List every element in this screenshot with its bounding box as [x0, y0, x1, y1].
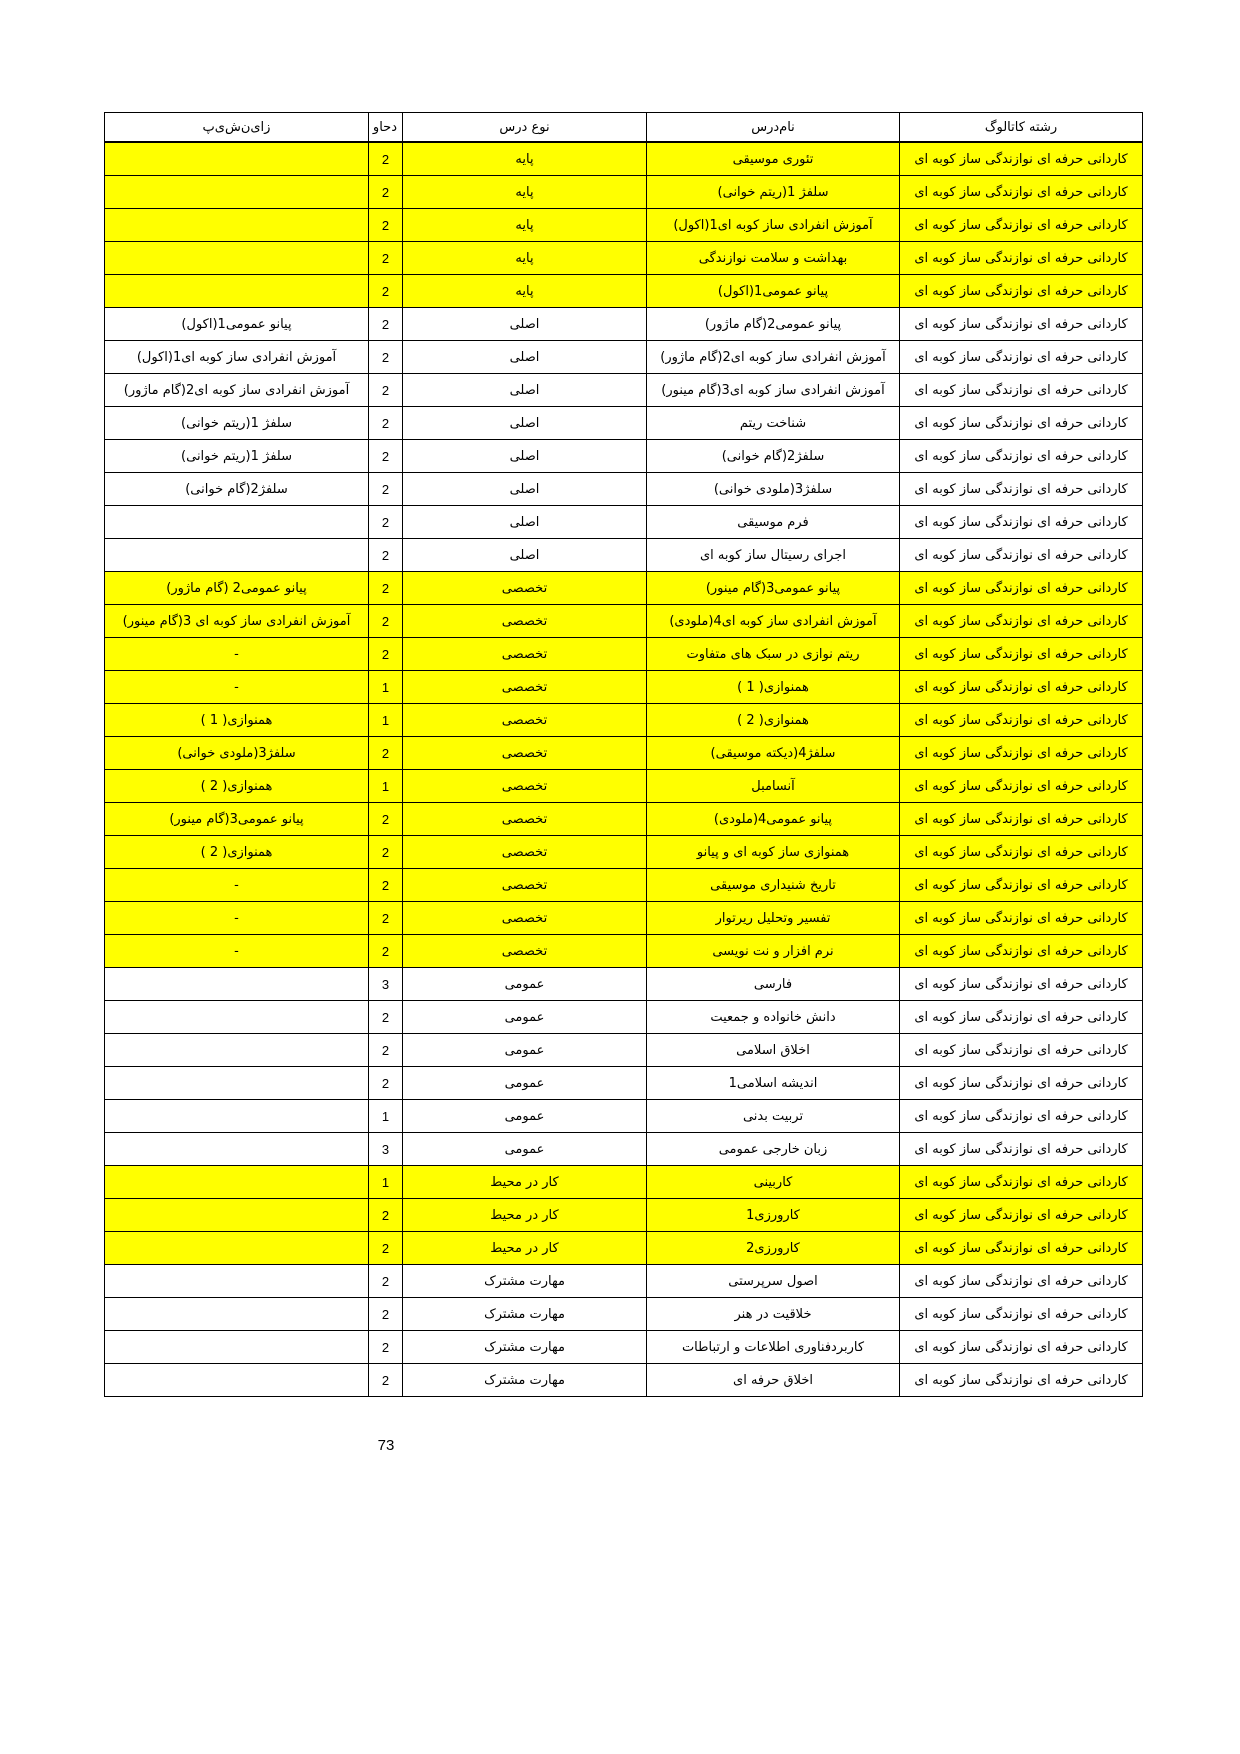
cell-major: کاردانی حرفه ای نوازندگی ساز کوبه ای	[900, 1298, 1143, 1331]
cell-prerequisite	[105, 275, 369, 308]
cell-units: 2	[369, 440, 403, 473]
cell-prerequisite: سلفژ 1(ریتم خوانی)	[105, 440, 369, 473]
cell-units: 2	[369, 176, 403, 209]
table-row	[105, 1265, 1143, 1298]
cell-course-type: تخصصی	[403, 836, 647, 869]
cell-course-type: تخصصی	[403, 935, 647, 968]
cell-prerequisite: -	[105, 869, 369, 902]
cell-course-type: اصلی	[403, 341, 647, 374]
cell-units: 2	[369, 737, 403, 770]
cell-major: کاردانی حرفه ای نوازندگی ساز کوبه ای	[900, 176, 1143, 209]
cell-course-name: همنوازی( 1 )	[647, 671, 900, 704]
cell-units: 2	[369, 935, 403, 968]
cell-course-name: دانش خانواده و جمعیت	[647, 1001, 900, 1034]
cell-prerequisite: پیانو عمومی1(اکول)	[105, 308, 369, 341]
cell-course-name: تفسیر وتحلیل ریرتوار	[647, 902, 900, 935]
cell-units: 2	[369, 1067, 403, 1100]
cell-units: 2	[369, 473, 403, 506]
cell-course-type: تخصصی	[403, 572, 647, 605]
table-body	[105, 142, 1143, 1397]
cell-units: 2	[369, 275, 403, 308]
cell-course-name: کاربینی	[647, 1166, 900, 1199]
cell-major: کاردانی حرفه ای نوازندگی ساز کوبه ای	[900, 770, 1143, 803]
table-row	[105, 341, 1143, 374]
cell-course-name: آموزش انفرادی ساز کوبه ای4(ملودی)	[647, 605, 900, 638]
table-row	[105, 968, 1143, 1001]
cell-course-type: اصلی	[403, 407, 647, 440]
cell-prerequisite: -	[105, 638, 369, 671]
cell-major: کاردانی حرفه ای نوازندگی ساز کوبه ای	[900, 440, 1143, 473]
cell-course-name: سلفژ2(گام خوانی)	[647, 440, 900, 473]
cell-course-type: اصلی	[403, 308, 647, 341]
cell-course-type: مهارت مشترک	[403, 1298, 647, 1331]
cell-prerequisite	[105, 1133, 369, 1166]
cell-prerequisite: سلفژ 1(ریتم خوانی)	[105, 407, 369, 440]
cell-units: 2	[369, 836, 403, 869]
cell-course-type: تخصصی	[403, 704, 647, 737]
cell-units: 2	[369, 142, 403, 176]
cell-course-type: اصلی	[403, 374, 647, 407]
cell-course-name: تئوری موسیقی	[647, 142, 900, 176]
table-row	[105, 605, 1143, 638]
table-row	[105, 473, 1143, 506]
cell-course-name: اصول سرپرستی	[647, 1265, 900, 1298]
cell-major: کاردانی حرفه ای نوازندگی ساز کوبه ای	[900, 142, 1143, 176]
header-course-type: نوع درس	[403, 113, 647, 143]
cell-prerequisite	[105, 1034, 369, 1067]
cell-units: 1	[369, 1100, 403, 1133]
cell-course-name: تاریخ شنیداری موسیقی	[647, 869, 900, 902]
cell-prerequisite	[105, 176, 369, 209]
cell-course-name: آموزش انفرادی ساز کوبه ای3(گام مینور)	[647, 374, 900, 407]
table-row	[105, 638, 1143, 671]
cell-course-type: کار در محیط	[403, 1199, 647, 1232]
cell-major: کاردانی حرفه ای نوازندگی ساز کوبه ای	[900, 704, 1143, 737]
cell-course-type: تخصصی	[403, 671, 647, 704]
cell-course-name: سلفژ4(دیکته موسیقی)	[647, 737, 900, 770]
cell-course-type: تخصصی	[403, 605, 647, 638]
cell-units: 2	[369, 1364, 403, 1397]
cell-course-type: مهارت مشترک	[403, 1331, 647, 1364]
cell-course-type: پایه	[403, 209, 647, 242]
cell-major: کاردانی حرفه ای نوازندگی ساز کوبه ای	[900, 1199, 1143, 1232]
cell-prerequisite	[105, 968, 369, 1001]
cell-major: کاردانی حرفه ای نوازندگی ساز کوبه ای	[900, 638, 1143, 671]
cell-course-type: عمومی	[403, 1067, 647, 1100]
cell-prerequisite	[105, 506, 369, 539]
table-row	[105, 1199, 1143, 1232]
cell-prerequisite	[105, 142, 369, 176]
cell-prerequisite	[105, 1199, 369, 1232]
table-row	[105, 869, 1143, 902]
page-number: 73	[377, 1437, 395, 1454]
cell-course-name: کارورزی1	[647, 1199, 900, 1232]
cell-units: 2	[369, 1232, 403, 1265]
cell-course-type: اصلی	[403, 440, 647, 473]
cell-major: کاردانی حرفه ای نوازندگی ساز کوبه ای	[900, 374, 1143, 407]
cell-prerequisite: سلفژ3(ملودی خوانی)	[105, 737, 369, 770]
cell-prerequisite	[105, 209, 369, 242]
cell-course-name: پیانو عمومی1(اکول)	[647, 275, 900, 308]
cell-course-type: تخصصی	[403, 803, 647, 836]
cell-major: کاردانی حرفه ای نوازندگی ساز کوبه ای	[900, 473, 1143, 506]
cell-prerequisite: آموزش انفرادی ساز کوبه ای1(اکول)	[105, 341, 369, 374]
cell-prerequisite: همنوازی( 2 )	[105, 770, 369, 803]
table-row	[105, 275, 1143, 308]
cell-units: 2	[369, 1034, 403, 1067]
cell-prerequisite: -	[105, 671, 369, 704]
table-row	[105, 1331, 1143, 1364]
cell-prerequisite: آموزش انفرادی ساز کوبه ای2(گام ماژور)	[105, 374, 369, 407]
cell-prerequisite	[105, 1001, 369, 1034]
cell-units: 3	[369, 968, 403, 1001]
cell-prerequisite: همنوازی( 1 )	[105, 704, 369, 737]
cell-course-name: اخلاق حرفه ای	[647, 1364, 900, 1397]
table-row	[105, 704, 1143, 737]
table-row	[105, 671, 1143, 704]
cell-major: کاردانی حرفه ای نوازندگی ساز کوبه ای	[900, 539, 1143, 572]
cell-major: کاردانی حرفه ای نوازندگی ساز کوبه ای	[900, 341, 1143, 374]
cell-major: کاردانی حرفه ای نوازندگی ساز کوبه ای	[900, 209, 1143, 242]
cell-prerequisite: پیانو عمومی2 (گام ماژور)	[105, 572, 369, 605]
cell-course-name: کاربردفناوری اطلاعات و ارتباطات	[647, 1331, 900, 1364]
cell-course-name: همنوازی( 2 )	[647, 704, 900, 737]
cell-prerequisite: همنوازی( 2 )	[105, 836, 369, 869]
cell-units: 2	[369, 1001, 403, 1034]
cell-course-name: بهداشت و سلامت نوازندگی	[647, 242, 900, 275]
cell-prerequisite	[105, 1166, 369, 1199]
table-row	[105, 935, 1143, 968]
table-row	[105, 209, 1143, 242]
cell-course-type: تخصصی	[403, 770, 647, 803]
table-row	[105, 902, 1143, 935]
cell-course-type: عمومی	[403, 1133, 647, 1166]
cell-major: کاردانی حرفه ای نوازندگی ساز کوبه ای	[900, 1232, 1143, 1265]
cell-course-name: زبان خارجی عمومی	[647, 1133, 900, 1166]
table-row	[105, 1166, 1143, 1199]
cell-course-name: آموزش انفرادی ساز کوبه ای1(اکول)	[647, 209, 900, 242]
cell-units: 2	[369, 902, 403, 935]
table-row	[105, 1364, 1143, 1397]
table-row	[105, 1034, 1143, 1067]
cell-course-name: آموزش انفرادی ساز کوبه ای2(گام ماژور)	[647, 341, 900, 374]
cell-units: 2	[369, 506, 403, 539]
cell-major: کاردانی حرفه ای نوازندگی ساز کوبه ای	[900, 671, 1143, 704]
table-row	[105, 1067, 1143, 1100]
cell-course-type: اصلی	[403, 473, 647, 506]
cell-course-name: نرم افزار و نت نویسی	[647, 935, 900, 968]
cell-course-type: پایه	[403, 275, 647, 308]
table-row	[105, 308, 1143, 341]
cell-major: کاردانی حرفه ای نوازندگی ساز کوبه ای	[900, 1100, 1143, 1133]
table-row	[105, 1100, 1143, 1133]
cell-major: کاردانی حرفه ای نوازندگی ساز کوبه ای	[900, 968, 1143, 1001]
cell-major: کاردانی حرفه ای نوازندگی ساز کوبه ای	[900, 1133, 1143, 1166]
cell-course-type: اصلی	[403, 539, 647, 572]
cell-prerequisite	[105, 1265, 369, 1298]
cell-major: کاردانی حرفه ای نوازندگی ساز کوبه ای	[900, 275, 1143, 308]
cell-course-name: کارورزی2	[647, 1232, 900, 1265]
cell-major: کاردانی حرفه ای نوازندگی ساز کوبه ای	[900, 869, 1143, 902]
cell-units: 3	[369, 1133, 403, 1166]
cell-units: 2	[369, 308, 403, 341]
cell-course-type: عمومی	[403, 968, 647, 1001]
cell-course-name: پیانو عمومی4(ملودی)	[647, 803, 900, 836]
cell-units: 2	[369, 605, 403, 638]
table-row	[105, 176, 1143, 209]
cell-major: کاردانی حرفه ای نوازندگی ساز کوبه ای	[900, 242, 1143, 275]
cell-course-name: سلفژ 1(ریتم خوانی)	[647, 176, 900, 209]
cell-course-name: همنوازی ساز کوبه ای و پیانو	[647, 836, 900, 869]
cell-course-name: آنسامبل	[647, 770, 900, 803]
cell-prerequisite	[105, 1067, 369, 1100]
cell-prerequisite: آموزش انفرادی ساز کوبه ای 3(گام مینور)	[105, 605, 369, 638]
cell-units: 1	[369, 1166, 403, 1199]
table-row	[105, 836, 1143, 869]
table-row	[105, 572, 1143, 605]
header-prerequisite: زای‌ن‌ش‌ی‌پ	[105, 113, 369, 143]
cell-units: 2	[369, 242, 403, 275]
cell-major: کاردانی حرفه ای نوازندگی ساز کوبه ای	[900, 1034, 1143, 1067]
cell-units: 2	[369, 1265, 403, 1298]
cell-prerequisite	[105, 1298, 369, 1331]
cell-course-name: سلفژ3(ملودی خوانی)	[647, 473, 900, 506]
cell-course-name: تربیت بدنی	[647, 1100, 900, 1133]
cell-course-name: فارسی	[647, 968, 900, 1001]
cell-units: 2	[369, 638, 403, 671]
cell-course-type: کار در محیط	[403, 1232, 647, 1265]
cell-units: 1	[369, 770, 403, 803]
table-row	[105, 1001, 1143, 1034]
cell-course-type: تخصصی	[403, 737, 647, 770]
cell-course-type: تخصصی	[403, 869, 647, 902]
cell-course-type: پایه	[403, 176, 647, 209]
cell-major: کاردانی حرفه ای نوازندگی ساز کوبه ای	[900, 1265, 1143, 1298]
header-major: رشته کاتالوگ	[900, 113, 1143, 143]
cell-units: 2	[369, 209, 403, 242]
table-row	[105, 242, 1143, 275]
cell-prerequisite	[105, 1232, 369, 1265]
cell-units: 2	[369, 572, 403, 605]
cell-units: 2	[369, 539, 403, 572]
cell-course-type: کار در محیط	[403, 1166, 647, 1199]
cell-units: 2	[369, 803, 403, 836]
cell-prerequisite	[105, 1100, 369, 1133]
cell-major: کاردانی حرفه ای نوازندگی ساز کوبه ای	[900, 572, 1143, 605]
table-row	[105, 803, 1143, 836]
table-row	[105, 1232, 1143, 1265]
table-header	[105, 113, 1143, 143]
cell-major: کاردانی حرفه ای نوازندگی ساز کوبه ای	[900, 1364, 1143, 1397]
table-row	[105, 1133, 1143, 1166]
cell-units: 2	[369, 1298, 403, 1331]
cell-course-type: اصلی	[403, 506, 647, 539]
table-row	[105, 407, 1143, 440]
cell-major: کاردانی حرفه ای نوازندگی ساز کوبه ای	[900, 935, 1143, 968]
cell-course-type: عمومی	[403, 1100, 647, 1133]
cell-course-name: پیانو عمومی3(گام مینور)	[647, 572, 900, 605]
cell-prerequisite	[105, 1331, 369, 1364]
table-row	[105, 374, 1143, 407]
cell-major: کاردانی حرفه ای نوازندگی ساز کوبه ای	[900, 1067, 1143, 1100]
cell-course-name: فرم موسیقی	[647, 506, 900, 539]
table-row	[105, 737, 1143, 770]
cell-units: 2	[369, 341, 403, 374]
cell-prerequisite: پیانو عمومی3(گام مینور)	[105, 803, 369, 836]
table-row	[105, 440, 1143, 473]
cell-units: 2	[369, 1199, 403, 1232]
cell-units: 2	[369, 374, 403, 407]
cell-major: کاردانی حرفه ای نوازندگی ساز کوبه ای	[900, 737, 1143, 770]
cell-course-type: پایه	[403, 142, 647, 176]
header-row	[105, 113, 1143, 143]
cell-major: کاردانی حرفه ای نوازندگی ساز کوبه ای	[900, 1001, 1143, 1034]
cell-major: کاردانی حرفه ای نوازندگی ساز کوبه ای	[900, 836, 1143, 869]
table-row	[105, 770, 1143, 803]
cell-major: کاردانی حرفه ای نوازندگی ساز کوبه ای	[900, 605, 1143, 638]
cell-course-type: عمومی	[403, 1001, 647, 1034]
cell-course-name: اندیشه اسلامی1	[647, 1067, 900, 1100]
table-row	[105, 539, 1143, 572]
cell-major: کاردانی حرفه ای نوازندگی ساز کوبه ای	[900, 308, 1143, 341]
cell-course-name: اخلاق اسلامی	[647, 1034, 900, 1067]
cell-major: کاردانی حرفه ای نوازندگی ساز کوبه ای	[900, 902, 1143, 935]
cell-prerequisite: -	[105, 902, 369, 935]
cell-units: 2	[369, 1331, 403, 1364]
cell-prerequisite	[105, 242, 369, 275]
cell-course-name: پیانو عمومی2(گام ماژور)	[647, 308, 900, 341]
header-course-name: نام‌درس	[647, 113, 900, 143]
header-units: دحاو	[369, 113, 403, 143]
course-catalog-table	[104, 112, 1143, 1397]
cell-prerequisite: -	[105, 935, 369, 968]
cell-major: کاردانی حرفه ای نوازندگی ساز کوبه ای	[900, 407, 1143, 440]
cell-course-type: تخصصی	[403, 902, 647, 935]
cell-units: 2	[369, 869, 403, 902]
cell-prerequisite	[105, 1364, 369, 1397]
table-row	[105, 142, 1143, 176]
cell-major: کاردانی حرفه ای نوازندگی ساز کوبه ای	[900, 1331, 1143, 1364]
cell-course-name: ریتم نوازی در سبک های متفاوت	[647, 638, 900, 671]
cell-major: کاردانی حرفه ای نوازندگی ساز کوبه ای	[900, 1166, 1143, 1199]
cell-course-type: تخصصی	[403, 638, 647, 671]
cell-major: کاردانی حرفه ای نوازندگی ساز کوبه ای	[900, 506, 1143, 539]
cell-course-name: شناخت ریتم	[647, 407, 900, 440]
cell-course-type: مهارت مشترک	[403, 1364, 647, 1397]
cell-major: کاردانی حرفه ای نوازندگی ساز کوبه ای	[900, 803, 1143, 836]
cell-prerequisite: سلفژ2(گام خوانی)	[105, 473, 369, 506]
cell-course-name: خلاقیت در هنر	[647, 1298, 900, 1331]
cell-course-type: پایه	[403, 242, 647, 275]
cell-course-type: مهارت مشترک	[403, 1265, 647, 1298]
table-row	[105, 506, 1143, 539]
cell-course-name: اجرای رسیتال ساز کوبه ای	[647, 539, 900, 572]
cell-units: 1	[369, 671, 403, 704]
cell-course-type: عمومی	[403, 1034, 647, 1067]
cell-prerequisite	[105, 539, 369, 572]
table-row	[105, 1298, 1143, 1331]
cell-units: 2	[369, 407, 403, 440]
cell-units: 1	[369, 704, 403, 737]
